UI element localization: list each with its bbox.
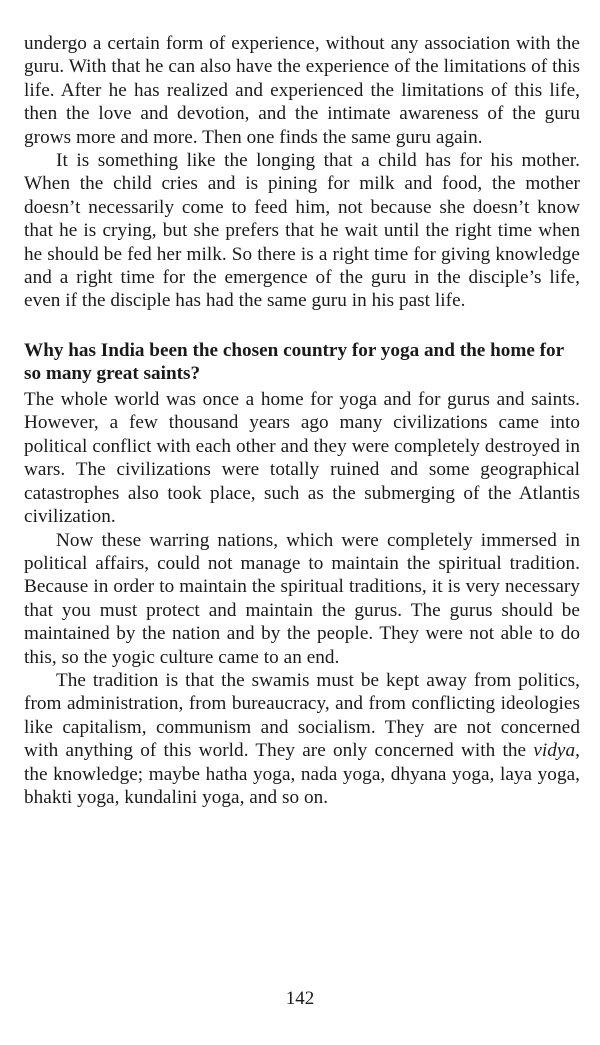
paragraph-warring-nations: Now these warring nations, which were completely immersed in political affairs, could not manage to maintain the spiritual tradition. Because in order to maintain the spiritual traditions, it is very necessary that you must protect and maintain the gurus. The gurus should be maintained by the nation and by the people. They were not able to do this, so the yogic culture came to an end. (24, 529, 580, 668)
paragraph-tradition-text-end: , the knowledge; maybe hatha yoga, nada yoga, dhyana yoga, laya yoga, bhakti yoga, kundalini yoga, and so on. (24, 740, 580, 808)
page-body (24, 32, 580, 809)
vidya-term: vidya (533, 740, 576, 762)
page-number: 142 (285, 988, 315, 1009)
paragraph-answer-intro: The whole world was once a home for yoga and for gurus and saints. However, a few thousand years ago many civilizations came into political conflict with each other and they were completely destroyed in wars. The civilizations were totally ruined and some geographical catastrophes also took place, such as the submerging of the Atlantis civilization. (24, 389, 580, 528)
paragraph-child-analogy: It is something like the longing that a child has for his mother. When the child cries and is pining for milk and food, the mother doesn’t necessarily come to feed him, not because she doesn’t know that he is crying, but she prefers that he wait until the right time when he should be fed her milk. So there is a right time for giving knowledge and a right time for the emergence of the guru in the disciple’s life, even if the disciple has had the same guru in his past life. (24, 150, 580, 312)
paragraph-tradition-text-start: The tradition is that the swamis must be kept away from politics, from administration, from bureaucracy, and from conflicting ideologies like capitalism, communism and socialism. They are not concerned with anything of this world. They are only concerned with the (24, 669, 580, 762)
paragraph-tradition (24, 669, 580, 809)
question-heading: Why has India been the chosen country for yoga and the home for so many great saints? (24, 339, 564, 385)
paragraph-continuation: undergo a certain form of experience, without any association with the guru. With that he can also have the experience of the limitations of this life. After he has realized and experienced the limitations of this life, then the love and devotion, and the intimate awareness of the guru grows more and more. Then one finds the same guru again. (24, 33, 580, 148)
